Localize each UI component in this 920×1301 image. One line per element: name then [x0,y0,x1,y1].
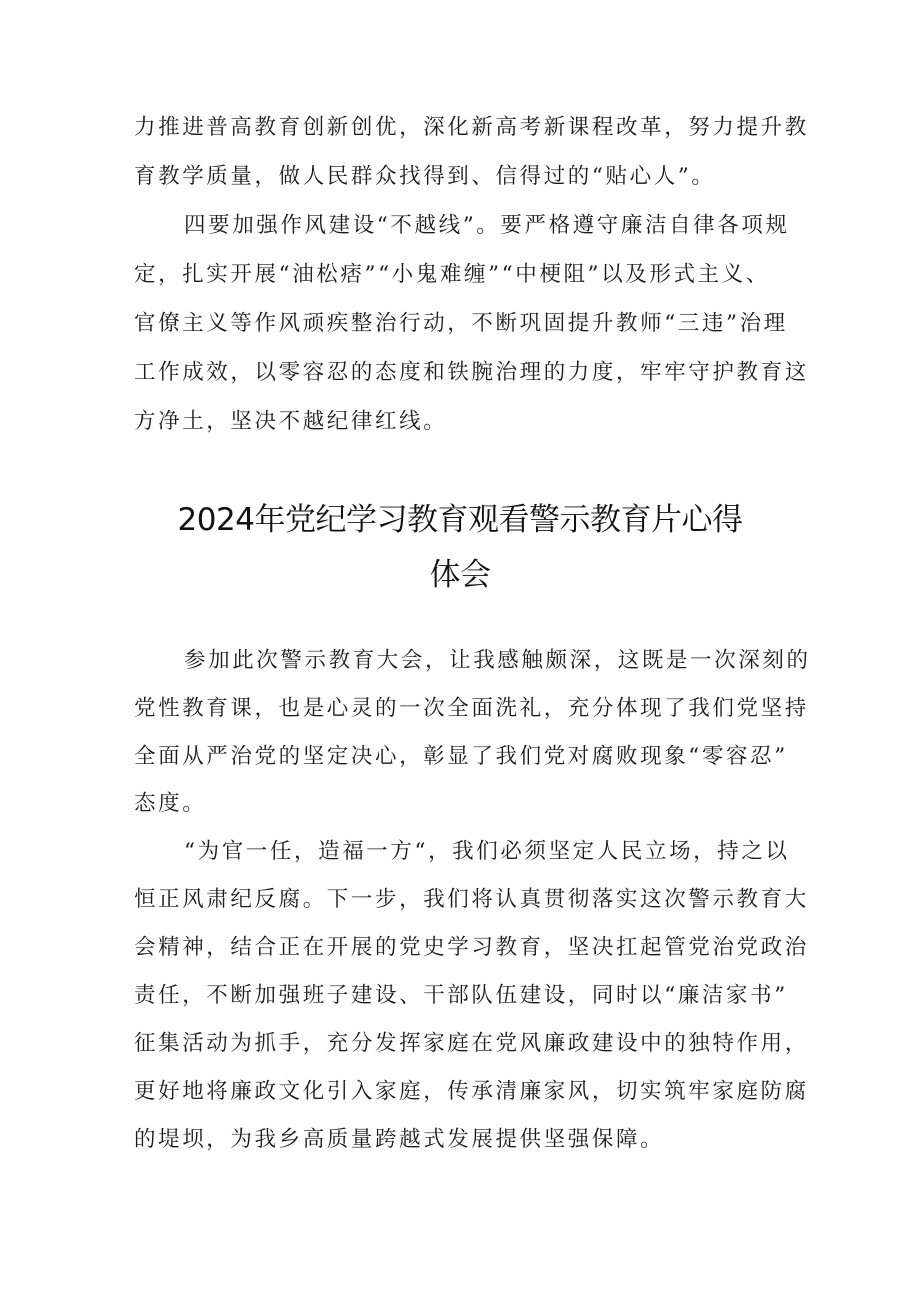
text-line: 征集活动为抓手，充分发挥家庭在党风廉政建设中的独特作用， [134,1031,809,1056]
title-line-2: 体会 [429,557,491,593]
text-line: 全面从严治党的坚定决心，彰显了我们党对腐败现象“零容忍” [134,744,788,769]
text-line: 定，扎实开展“油松痞”“小鬼难缠”“中梗阻”以及形式主义、 [134,262,770,287]
text-line: 恒正风肃纪反腐。下一步，我们将认真贯彻落实这次警示教育大 [134,887,809,912]
text-line: 四要加强作风建设“不越线”。要严格遵守廉洁自律各项规 [184,213,790,238]
text-line: 更好地将廉政文化引入家庭，传承清廉家风，切实筑牢家庭防腐 [134,1079,809,1104]
text-line: 力推进普高教育创新创优，深化新高考新课程改革，努力提升教 [134,115,809,140]
text-line: 态度。 [134,791,207,816]
text-line: 育教学质量，做人民群众找得到、信得过的“贴心人”。 [134,164,716,189]
text-line: 参加此次警示教育大会，让我感触颇深，这既是一次深刻的 [184,648,811,673]
text-line: 的堤坝，为我乡高质量跨越式发展提供坚强保障。 [134,1127,665,1152]
text-line: 责任，不断加强班子建设、干部队伍建设，同时以“廉洁家书” [134,983,788,1008]
text-line: 方净土，坚决不越纪律红线。 [134,409,448,434]
text-line: 党性教育课，也是心灵的一次全面洗礼，充分体现了我们党坚持 [134,696,809,721]
text-line: 会精神，结合正在开展的党史学习教育，坚决扛起管党治党政治 [134,935,809,960]
text-line: 官僚主义等作风顽疾整治行动，不断巩固提升教师“三违”治理 [134,311,788,336]
text-line: 工作成效，以零容忍的态度和铁腕治理的力度，牢牢守护教育这 [134,360,809,385]
title-line-1: 2024年党纪学习教育观看警示教育片心得 [177,502,743,538]
text-line: “为官一任，造福一方“，我们必须坚定人民立场，持之以 [184,839,790,864]
